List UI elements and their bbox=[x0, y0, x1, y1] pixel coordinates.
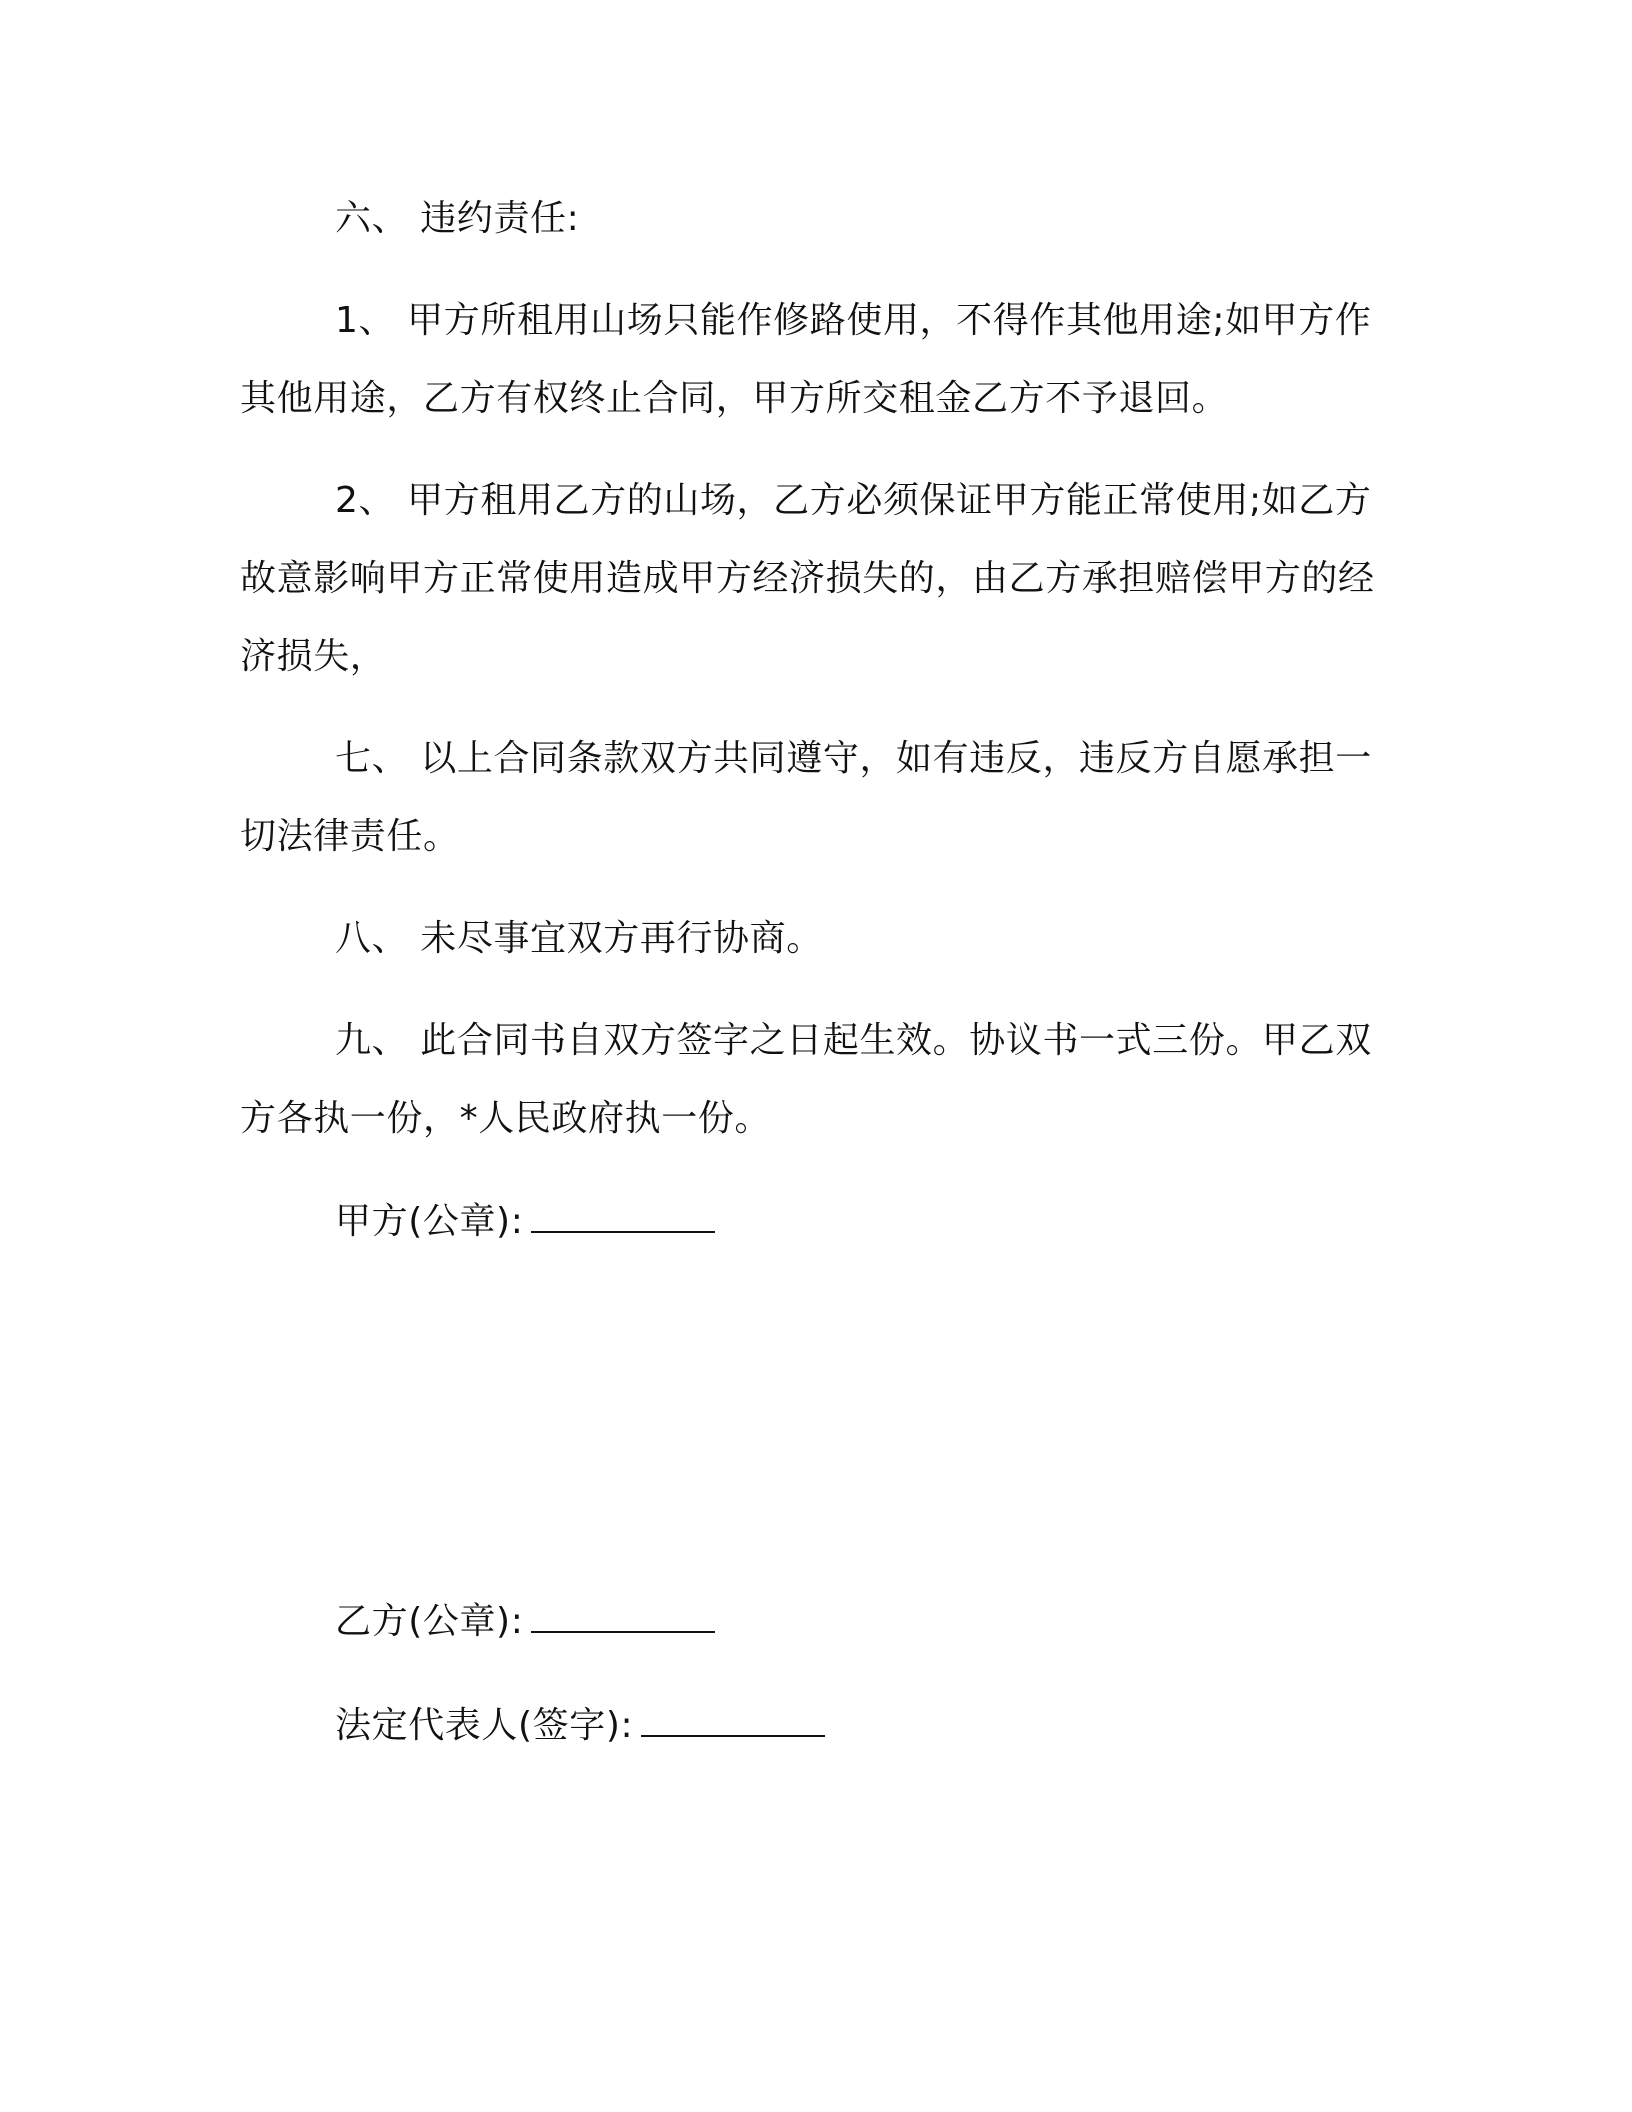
section-7: 七、 以上合同条款双方共同遵守，如有违反，违反方自愿承担一切法律责任。 bbox=[240, 738, 1372, 857]
party-a-label: 甲方(公章): bbox=[335, 1201, 524, 1242]
party-b-label: 乙方(公章): bbox=[335, 1601, 524, 1642]
clause-6-1: 1、 甲方所租用山场只能作修路使用，不得作其他用途;如甲方作其他用途，乙方有权终止合同，甲方所交租金乙方不予退回。 bbox=[240, 300, 1372, 419]
party-a-blank[interactable] bbox=[531, 1201, 715, 1233]
legal-rep-signature-line bbox=[335, 1696, 825, 1756]
section-6-heading: 六、 违约责任: bbox=[335, 198, 580, 239]
party-b-blank[interactable] bbox=[531, 1601, 715, 1633]
legal-rep-label: 法定代表人(签字): bbox=[335, 1705, 634, 1746]
party-a-signature-line bbox=[335, 1192, 715, 1252]
party-b-signature-line bbox=[335, 1592, 715, 1652]
clause-6-2: 2、 甲方租用乙方的山场，乙方必须保证甲方能正常使用;如乙方故意影响甲方正常使用造成甲方经济损失的，由乙方承担赔偿甲方的经济损失， bbox=[240, 480, 1375, 677]
section-9: 九、 此合同书自双方签字之日起生效。协议书一式三份。甲乙双方各执一份，*人民政府执一份。 bbox=[240, 1020, 1372, 1139]
section-8: 八、 未尽事宜双方再行协商。 bbox=[335, 918, 823, 959]
legal-rep-blank[interactable] bbox=[641, 1705, 825, 1737]
